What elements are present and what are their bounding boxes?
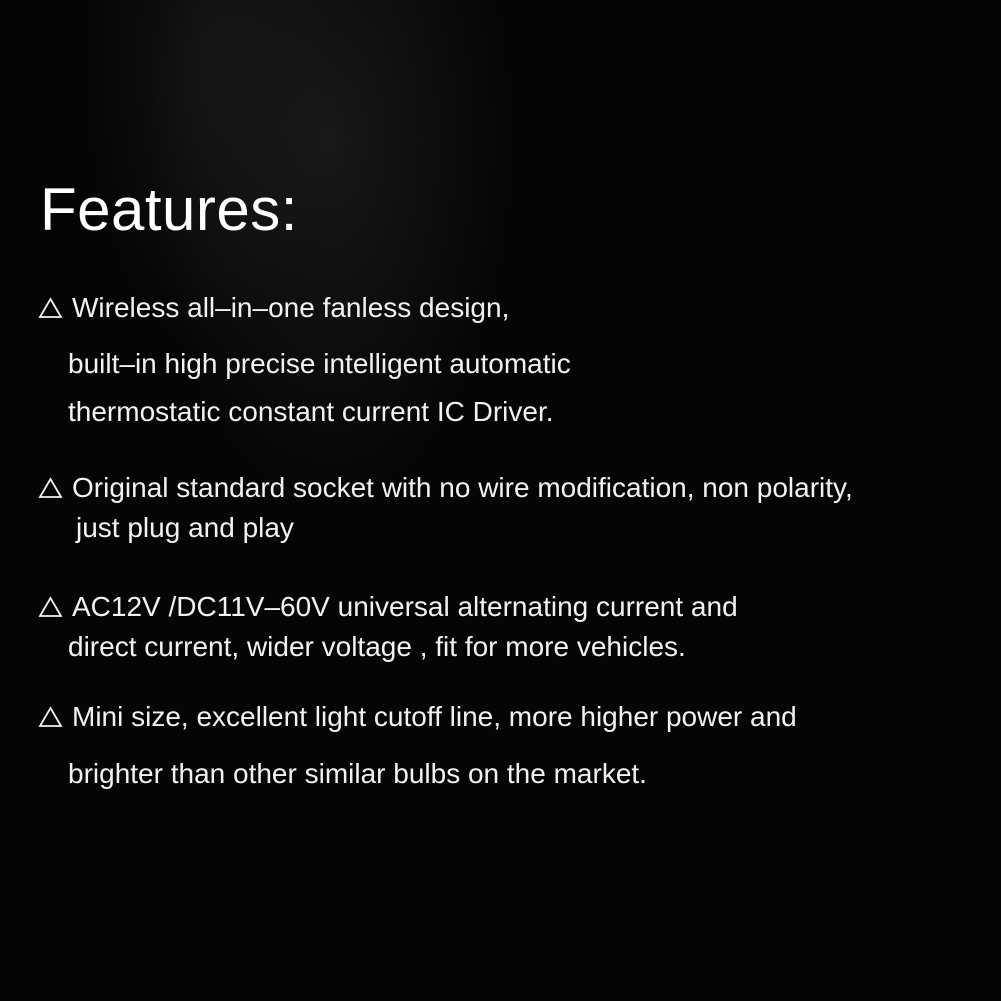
triangle-outline-icon — [38, 596, 63, 618]
feature-item-3 — [38, 587, 738, 667]
feature-text: Original standard socket with no wire modification, non polarity, — [72, 472, 853, 503]
triangle-outline-icon — [38, 477, 63, 499]
feature-line: brighter than other similar bulbs on the market. — [68, 758, 647, 789]
feature-item-1 — [38, 288, 571, 432]
feature-item-2 — [38, 468, 853, 548]
feature-line — [38, 697, 797, 737]
page-title: Features: — [40, 176, 298, 243]
feature-line: thermostatic constant current IC Driver. — [68, 396, 554, 427]
triangle-outline-icon — [38, 297, 63, 319]
feature-line — [38, 468, 853, 508]
feature-text: Mini size, excellent light cutoff line, more higher power and — [72, 701, 797, 732]
feature-line: just plug and play — [76, 512, 294, 543]
feature-line: direct current, wider voltage , fit for more vehicles. — [68, 631, 686, 662]
triangle-outline-icon — [38, 706, 63, 728]
feature-item-4 — [38, 697, 797, 794]
feature-line: built–in high precise intelligent automatic — [68, 348, 571, 379]
feature-text: Wireless all–in–one fanless design, — [72, 292, 510, 323]
feature-line — [38, 288, 571, 328]
feature-line — [38, 587, 738, 627]
feature-text: AC12V /DC11V–60V universal alternating current and — [72, 591, 738, 622]
